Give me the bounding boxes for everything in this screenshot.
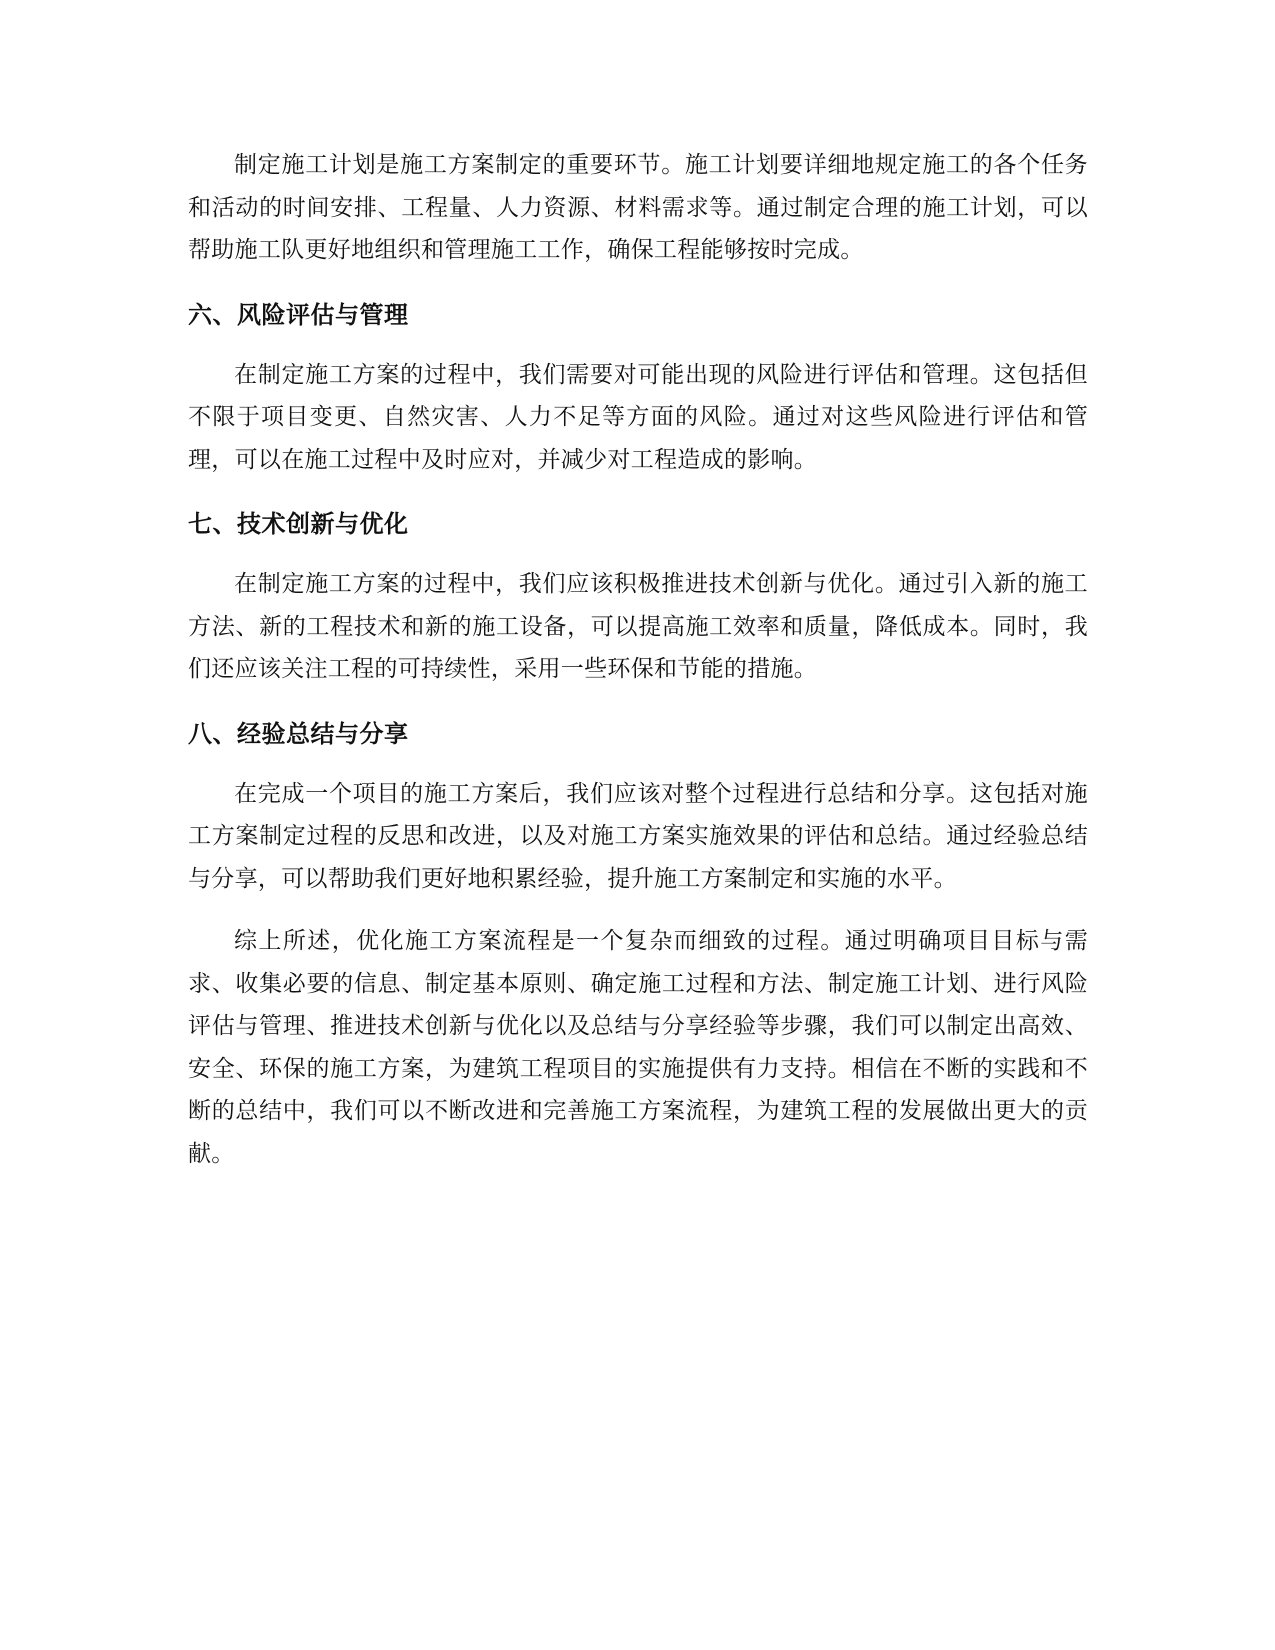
section-paragraph-experience: 在完成一个项目的施工方案后，我们应该对整个过程进行总结和分享。这包括对施工方案制定过程的反思和改进，以及对施工方案实施效果的评估和总结。通过经验总结与分享，可以帮助我们更好地积累经验，提升施工方案制定和实施的水平。	[188, 780, 1088, 892]
conclusion-paragraph: 综上所述，优化施工方案流程是一个复杂而细致的过程。通过明确项目目标与需求、收集必要的信息、制定基本原则、确定施工过程和方法、制定施工计划、进行风险评估与管理、推进技术创新与优化以及总结与分享经验等步骤，我们可以制定出高效、安全、环保的施工方案，为建筑工程项目的实施提供有力支持。相信在不断的实践和不断的总结中，我们可以不断改进和完善施工方案流程，为建筑工程的发展做出更大的贡献。	[188, 928, 1088, 1167]
section-heading-risk: 六、风险评估与管理	[188, 300, 409, 329]
section-paragraph-innovation: 在制定施工方案的过程中，我们应该积极推进技术创新与优化。通过引入新的施工方法、新的工程技术和新的施工设备，可以提高施工效率和质量，降低成本。同时，我们还应该关注工程的可持续性，采用一些环保和节能的措施。	[188, 571, 1088, 682]
document-body	[188, 144, 1088, 1175]
section-heading-innovation: 七、技术创新与优化	[188, 510, 409, 538]
intro-paragraph: 制定施工计划是施工方案制定的重要环节。施工计划要详细地规定施工的各个任务和活动的时间安排、工程量、人力资源、材料需求等。通过制定合理的施工计划，可以帮助施工队更好地组织和管理施工工作，确保工程能够按时完成。	[188, 152, 1088, 263]
section-heading-experience: 八、经验总结与分享	[188, 719, 409, 748]
section-paragraph-risk: 在制定施工方案的过程中，我们需要对可能出现的风险进行评估和管理。这包括但不限于项目变更、自然灾害、人力不足等方面的风险。通过对这些风险进行评估和管理，可以在施工过程中及时应对，并减少对工程造成的影响。	[188, 361, 1088, 473]
